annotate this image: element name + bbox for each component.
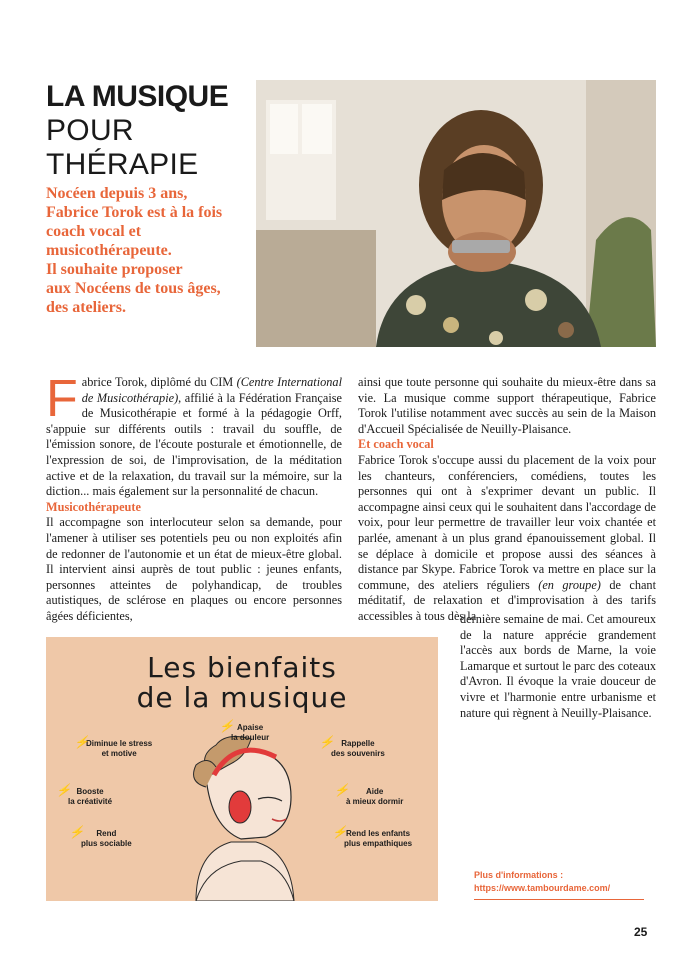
man-playing-harmonica-image [256,80,656,347]
lightning-bolt-icon: ⚡ [74,735,89,749]
infographic-title-line-1: Les bienfaits [147,651,337,684]
lede-line: Fabrice Torok est à la fois [46,204,223,221]
lightning-bolt-icon: ⚡ [69,825,84,839]
benefit-line: plus sociable [81,839,132,848]
benefit-souvenirs [319,735,385,759]
drop-cap: F [46,370,78,428]
coach-text-1: Fabrice Torok s'occupe aussi du placement de la voix pour les chanteurs, conférenciers, comédiens, toutes les personnes qui ont à s'exprimer devant un public. Il accompagne ainsi ceux qui le souhaitent dans l'accordage de voix, pour leur permettre de travailler leur voix chantée et parlée, amenant à un plus grand épanouissement global. Il se déplace à domicile et propose aussi des séances à distance par Skype. Fabrice Torok va mettre en place sur la commune, des ateliers réguliers [358,452,656,592]
benefit-line: des souvenirs [331,749,385,758]
intro-paragraph [46,370,342,500]
benefit-line: à mieux dormir [346,797,404,806]
more-info [474,869,656,895]
coach-vocal-paragraph-tail: dernière semaine de mai. Cet amoureux de la nature apprécie grandement l'accès aux bords de Marne, la voie Lamarque et surtout le parc des coteaux d'Avron. Il évoque la vraie douceur de vivre et l'harmonie entre urbanisme et nature qui règnent à Neuilly-Plaisance. [460,612,656,720]
divider [474,899,644,900]
lightning-bolt-icon: ⚡ [332,825,347,839]
title-line-3: THÉRAPIE [46,148,199,181]
intro-text-1: abrice Torok, diplômé du CIM [81,375,237,389]
intro-cim: (Centre International de Musicothérapie) [81,375,342,405]
benefit-apaise [219,719,270,743]
lede-line: Nocéen depuis 3 ans, [46,185,188,202]
benefit-sociable [69,825,132,849]
lightning-bolt-icon: ⚡ [56,783,71,797]
musicotherapeute-continued: ainsi que toute personne qui souhaite du mieux-être dans sa vie. La musique comme support thérapeutique, Fabrice Torok l'utilise notamment avec succès au sein de la Maison d'Accueil Spécialisée de Neuilly-Plaisance. [358,375,656,436]
coach-vocal-heading: Et coach vocal [358,437,434,452]
article-column-right [358,375,656,625]
benefit-empathiques [332,825,413,849]
intro-text-2: , affilié à la Fédération Française de Musicothérapie et formé à la pédagogie Orff, s'appuie sur différents outils : travail du souffle, de l'émission sonore, de l'écoute posturale et émotionnelle, de l'expression de soi, de l'improvisation, de la méditation active et de la relaxation, du travail sur la mémoire, sur la diction... mais également sur la personnalité de chacun. [46,390,342,499]
benefit-line: Rend les enfants [346,829,411,838]
benefit-line: Rend [96,829,117,838]
lightning-bolt-icon: ⚡ [334,783,349,797]
more-info-label: Plus d'informations : [474,870,564,880]
benefit-line: Aide [366,787,384,796]
benefit-line: et motive [101,749,137,758]
lede-line: coach vocal et [46,223,142,240]
benefit-line: Rappelle [341,739,375,748]
lede-line: musicothérapeute. [46,242,172,259]
listening-woman-illustration [46,637,438,901]
lede-line: aux Nocéens de tous âges, [46,280,221,297]
coach-group: (en groupe) [538,577,601,592]
page-number: 25 [634,925,648,939]
benefit-line: Apaise [237,723,264,732]
musicotherapeute-heading: Musicothérapeute [46,499,141,514]
lightning-bolt-icon: ⚡ [219,719,234,733]
title-line-2: POUR [46,114,134,147]
infographic-title-line-2: de la musique [136,681,348,714]
benefit-line: Diminue le stress [86,739,153,748]
coach-vocal-paragraph [358,453,656,625]
benefit-creativite [56,783,113,807]
lede-line: des ateliers. [46,299,126,316]
benefit-line: la douleur [231,733,270,742]
benefit-dormir [334,783,404,807]
lede-line: Il souhaite proposer [46,261,183,278]
coach-text-2: de chant méditatif, de relaxation et d'improvisation à des tarifs accessibles à tous dès la [358,577,656,623]
benefit-line: la créativité [68,797,113,806]
title-line-1: LA MUSIQUE [46,80,229,113]
benefit-line: Booste [76,787,104,796]
article-title [46,80,246,182]
benefit-line: plus empathiques [344,839,413,848]
benefits-infographic [46,637,438,901]
lightning-bolt-icon: ⚡ [319,735,334,749]
article-lede [46,184,261,317]
musicotherapeute-paragraph: Il accompagne son interlocuteur selon sa demande, pour l'amener à utiliser ses potentiels peu ou non exploités afin de redonner de l'autonomie et un état de mieux-être global. Il intervient ainsi auprès de tout public : jeunes enfants, personnes atteintes de polyhandicap, de troubles autistiques, de sclérose en plaques ou encore personnes âgées déficientes, [46,515,342,623]
portrait-photo [256,80,656,347]
benefit-stress [74,735,153,759]
article-column-left [46,370,342,625]
more-info-link[interactable]: https://www.tambourdame.com/ [474,883,611,893]
